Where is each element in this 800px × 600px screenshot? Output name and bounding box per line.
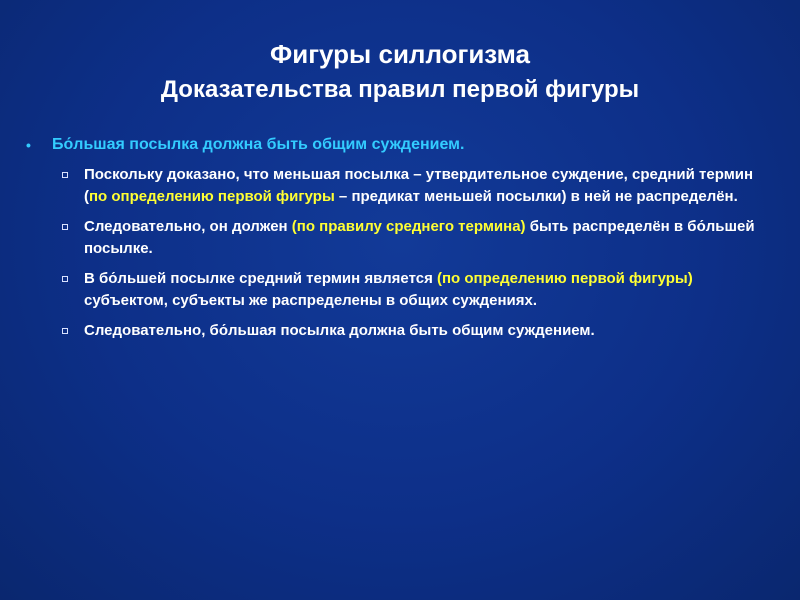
sub-item — [62, 164, 766, 208]
square-bullet-icon — [62, 172, 72, 180]
sub-item-text-part: – предикат меньшей посылки) в ней не распределён. — [334, 188, 738, 205]
main-bullet — [26, 134, 766, 156]
sub-item-text — [84, 216, 766, 260]
sub-item-text-part: Следовательно, он должен — [84, 218, 292, 235]
sub-item-text — [84, 320, 766, 342]
slide-content — [26, 134, 766, 350]
sub-item-highlight: (по правилу среднего термина) — [291, 218, 526, 235]
sub-item-text-part: быть распределён в бо́льшей посылке. — [84, 218, 755, 257]
sub-item-text-part: Поскольку доказано, что меньшая посылка – утвердительное суждение, средний термин ( — [84, 166, 754, 205]
square-bullet-icon — [62, 276, 72, 284]
sub-item-highlight: (по определению первой фигуры) — [436, 270, 693, 287]
sub-item-highlight: по определению первой фигуры — [89, 188, 335, 205]
slide-subtitle: Доказательства правил первой фигуры — [160, 76, 640, 103]
sub-item-text-part: Следовательно, бо́льшая посылка должна быть общим суждением. — [84, 322, 595, 339]
sub-item — [62, 268, 766, 312]
slide-title: Фигуры силлогизма — [270, 39, 530, 69]
sub-item — [62, 216, 766, 260]
bullet-dot-icon: • — [26, 137, 31, 153]
sub-item-text-part: В бо́льшей посылке средний термин является — [84, 270, 437, 287]
sub-item-text — [84, 268, 766, 312]
square-bullet-icon — [62, 224, 72, 232]
sub-item-text — [84, 164, 766, 208]
sub-list — [26, 164, 766, 342]
sub-item-text-part: субъектом, субъекты же распределены в общих суждениях. — [84, 292, 537, 309]
sub-item — [62, 320, 766, 342]
main-bullet-text: Бо́льшая посылка должна быть общим суждением. — [52, 136, 465, 153]
title-block — [0, 38, 800, 106]
square-bullet-icon — [62, 328, 72, 336]
